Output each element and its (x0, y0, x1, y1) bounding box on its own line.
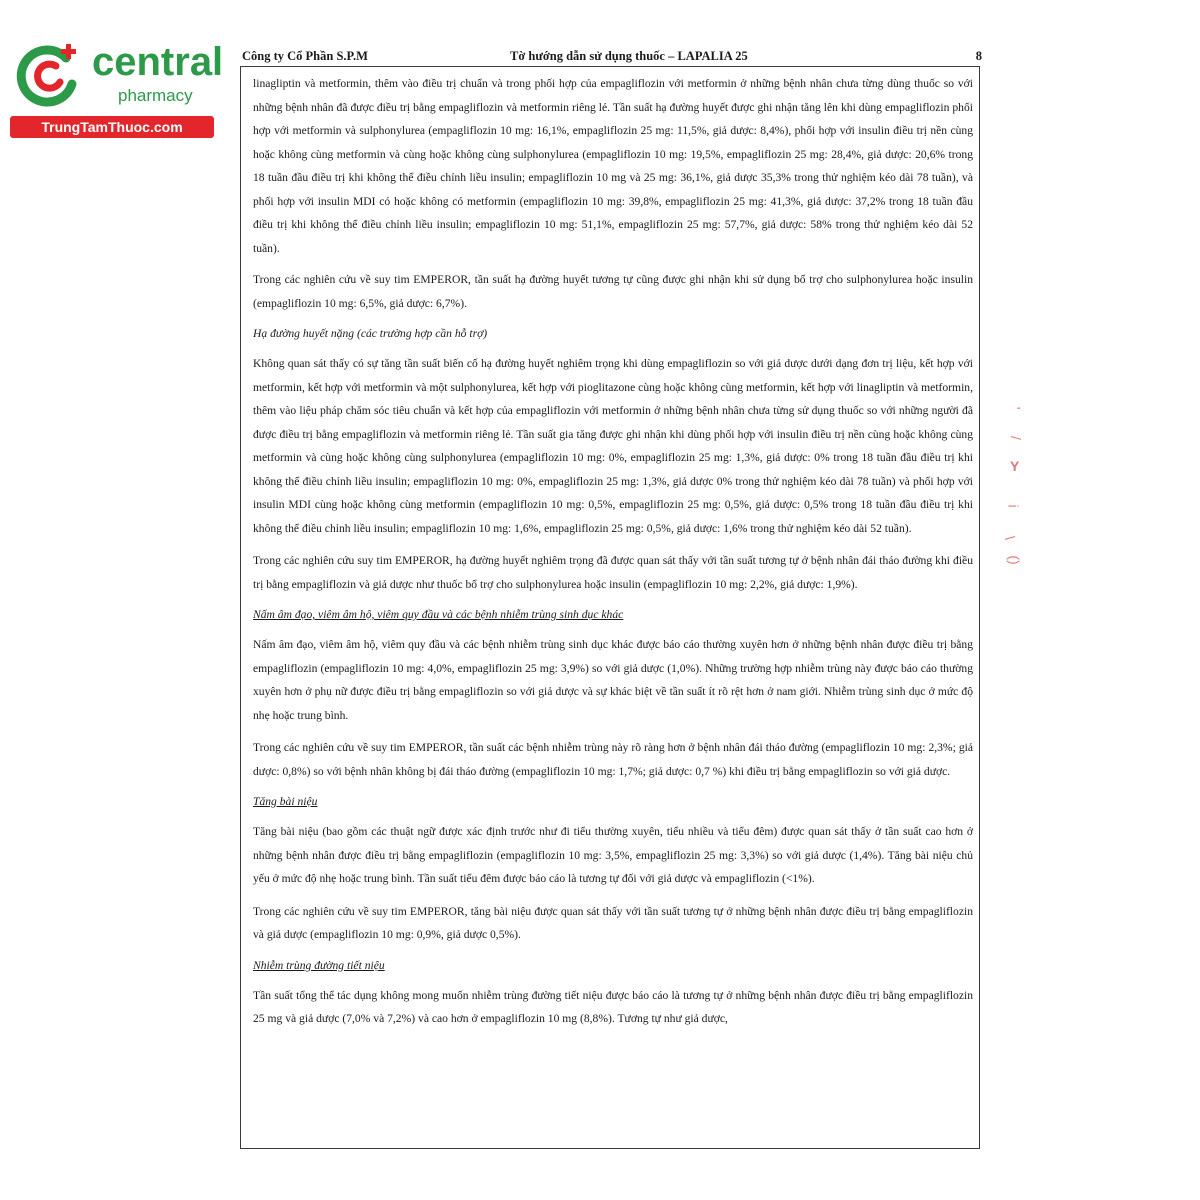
page-number: 8 (975, 49, 982, 63)
document-body (240, 66, 980, 1149)
paragraph: Nấm âm đạo, viêm âm hộ, viêm quy đầu và các bệnh nhiễm trùng sinh dục khác được báo cáo thường xuyên hơn ở những bệnh nhân được điều trị bằng empagliflozin (empagliflozin 10 mg: 4,0%, empagliflozin 25 mg: 3,9%) so với giả dược (1,0%). Những trường hợp nhiễm trùng này được báo cáo thường xuyên hơn ở phụ nữ được điều trị bằng empagliflozin so với giả dược và sự khác biệt về tần suất ít rõ rệt hơn ở nam giới. Nhiễm trùng sinh dục ở mức độ nhẹ hoặc trung bình. (253, 638, 973, 722)
paragraph: linagliptin và metformin, thêm vào điều trị chuẩn và trong phối hợp của empagliflozin với metformin ở những bệnh nhân chưa từng dùng thuốc so với những bệnh nhân đã được điều trị bằng empagliflozin và metformin riêng lẻ. Tần suất hạ đường huyết được ghi nhận tăng lên khi dùng empagliflozin phối hợp với metformin và sulphonylurea (empagliflozin 10 mg: 16,1%, empagliflozin 25 mg: 11,5%, giả dược: 8,4%), phối hợp với insulin điều trị nền cùng hoặc không cùng metformin và cùng hoặc không cùng sulphonylurea (empagliflozin 10 mg: 19,5%, empagliflozin 25 mg: 28,4%, giả dược: 20,6% trong 18 tuần đầu điều trị khi không thể điều chỉnh liều insulin; empagliflozin 10 mg và 25 mg: 36,1%, giả dược 35,3% trong thử nghiệm kéo dài 78 tuần), và phối hợp với insulin MDI có hoặc không có metformin (empagliflozin 10 mg: 39,8%, empagliflozin 25 mg: 41,3%, giả dược: 37,2% trong 18 tuần đầu điều trị khi không thể điều chỉnh liều insulin; empagliflozin 10 mg: 51,1%, empagliflozin 25 mg: 57,7%, giả dược: 58% trong thử nghiệm kéo dài 52 tuần). (253, 77, 973, 255)
document-title: Tờ hướng dẫn sử dụng thuốc – LAPALIA 25 (510, 49, 748, 63)
paragraph: Trong các nghiên cứu về suy tim EMPEROR, tần suất hạ đường huyết tương tự cũng được ghi nhận khi sử dụng bổ trợ cho sulphonylurea hoặc insulin (empagliflozin 10 mg: 6,5%, giả dược: 6,7%). (253, 273, 973, 310)
central-pharmacy-logo-icon (14, 40, 84, 110)
section-heading: Hạ đường huyết nặng (các trường hợp cần hỗ trợ) (253, 327, 488, 340)
stamp-marks: ’ / Y i \ () (1001, 406, 1024, 565)
page-header (242, 49, 982, 67)
paragraph: Trong các nghiên cứu về suy tim EMPEROR, tần suất các bệnh nhiễm trùng này rõ ràng hơn ở bệnh nhân đái tháo đường (empagliflozin 10 mg: 2,3%; giả dược: 0,8%) so với bệnh nhân không bị đái tháo đường (empagliflozin 10 mg: 1,7%; giả dược: 0,7 %) khi điều trị bằng empagliflozin so với giả dược. (253, 741, 973, 778)
paragraph: Trong các nghiên cứu suy tim EMPEROR, hạ đường huyết nghiêm trọng đã được quan sát thấy với tần suất tương tự ở bệnh nhân đái tháo đường khi điều trị bằng empagliflozin và giả dược như thuốc bổ trợ cho sulphonylurea hoặc insulin (empagliflozin 10 mg: 2,2%, giả dược: 1,9%). (253, 554, 973, 591)
logo-url-badge: TrungTamThuoc.com (10, 116, 214, 138)
section-heading: Tăng bài niệu (253, 795, 318, 808)
company-name: Công ty Cổ Phần S.P.M (242, 49, 368, 63)
paragraph: Không quan sát thấy có sự tăng tần suất biến cố hạ đường huyết nghiêm trọng khi dùng empagliflozin so với giả dược dưới dạng đơn trị liệu, kết hợp với metformin, kết hợp với metformin và một sulphonylurea, kết hợp với pioglitazone cùng hoặc không cùng metformin, kết hợp với linagliptin và metformin, thêm vào liệu pháp chăm sóc tiêu chuẩn và kết hợp của empagliflozin với metformin ở những bệnh nhân chưa từng sử dụng thuốc so với những người đã được điều trị bằng empagliflozin và metformin riêng lẻ. Tần suất gia tăng được ghi nhận khi dùng phối hợp với insulin điều trị nền cùng hoặc không cùng metformin và cùng hoặc không cùng sulphonylurea (empagliflozin 10 mg: 0%, empagliflozin 25 mg: 1,3%, giả dược: 0% trong 18 tuần đầu điều trị khi không thể điều chỉnh liều insulin; empagliflozin 10 mg: 0%, empagliflozin 25 mg: 1,3%, giả dược 0% trong thử nghiệm kéo dài 78 tuần) và phối hợp với insulin MDI cùng hoặc không cùng metformin (empagliflozin 10 mg: 0,5%, empagliflozin 25 mg: 0,5%, giả dược: 0,5% trong 18 tuần đầu điều trị khi không thể điều chỉnh liều insulin; empagliflozin 10 mg: 1,6%, empagliflozin 25 mg: 0,5%, giả dược: 1,6% trong thử nghiệm kéo dài 52 tuần). (253, 357, 973, 535)
paragraph: Tăng bài niệu (bao gồm các thuật ngữ được xác định trước như đi tiểu thường xuyên, tiểu nhiều và tiểu đêm) được quan sát thấy ở tần suất cao hơn ở những bệnh nhân được điều trị bằng empagliflozin (empagliflozin 10 mg: 3,5%, empagliflozin 25 mg: 3,3%) so với giả dược (1,4%). Tăng bài niệu chủ yếu ở mức độ nhẹ hoặc trung bình. Tần suất tiểu đêm được báo cáo là tương tự đối với giả dược và empagliflozin (<1%). (253, 825, 973, 885)
paragraph: Tần suất tổng thể tác dụng không mong muốn nhiễm trùng đường tiết niệu được báo cáo là tương tự ở những bệnh nhân được điều trị bằng empagliflozin 25 mg và giả dược (7,0% và 7,2%) và cao hơn ở empagliflozin 10 mg (8,8%). Tương tự như giả dược, (253, 988, 973, 1025)
logo-brand: central (92, 40, 224, 84)
logo-subtitle: pharmacy (118, 86, 193, 105)
central-pharmacy-logo[interactable] (6, 32, 224, 142)
paragraph: Trong các nghiên cứu về suy tim EMPEROR, tăng bài niệu được quan sát thấy với tần suất tương tự ở những bệnh nhân được điều trị bằng empagliflozin và giả dược (empagliflozin 10 mg: 0,9%, giả dược 0,5%). (253, 904, 973, 941)
section-heading: Nấm âm đạo, viêm âm hộ, viêm quy đầu và các bệnh nhiễm trùng sinh dục khác (253, 608, 624, 621)
section-heading: Nhiễm trùng đường tiết niệu (253, 958, 385, 972)
